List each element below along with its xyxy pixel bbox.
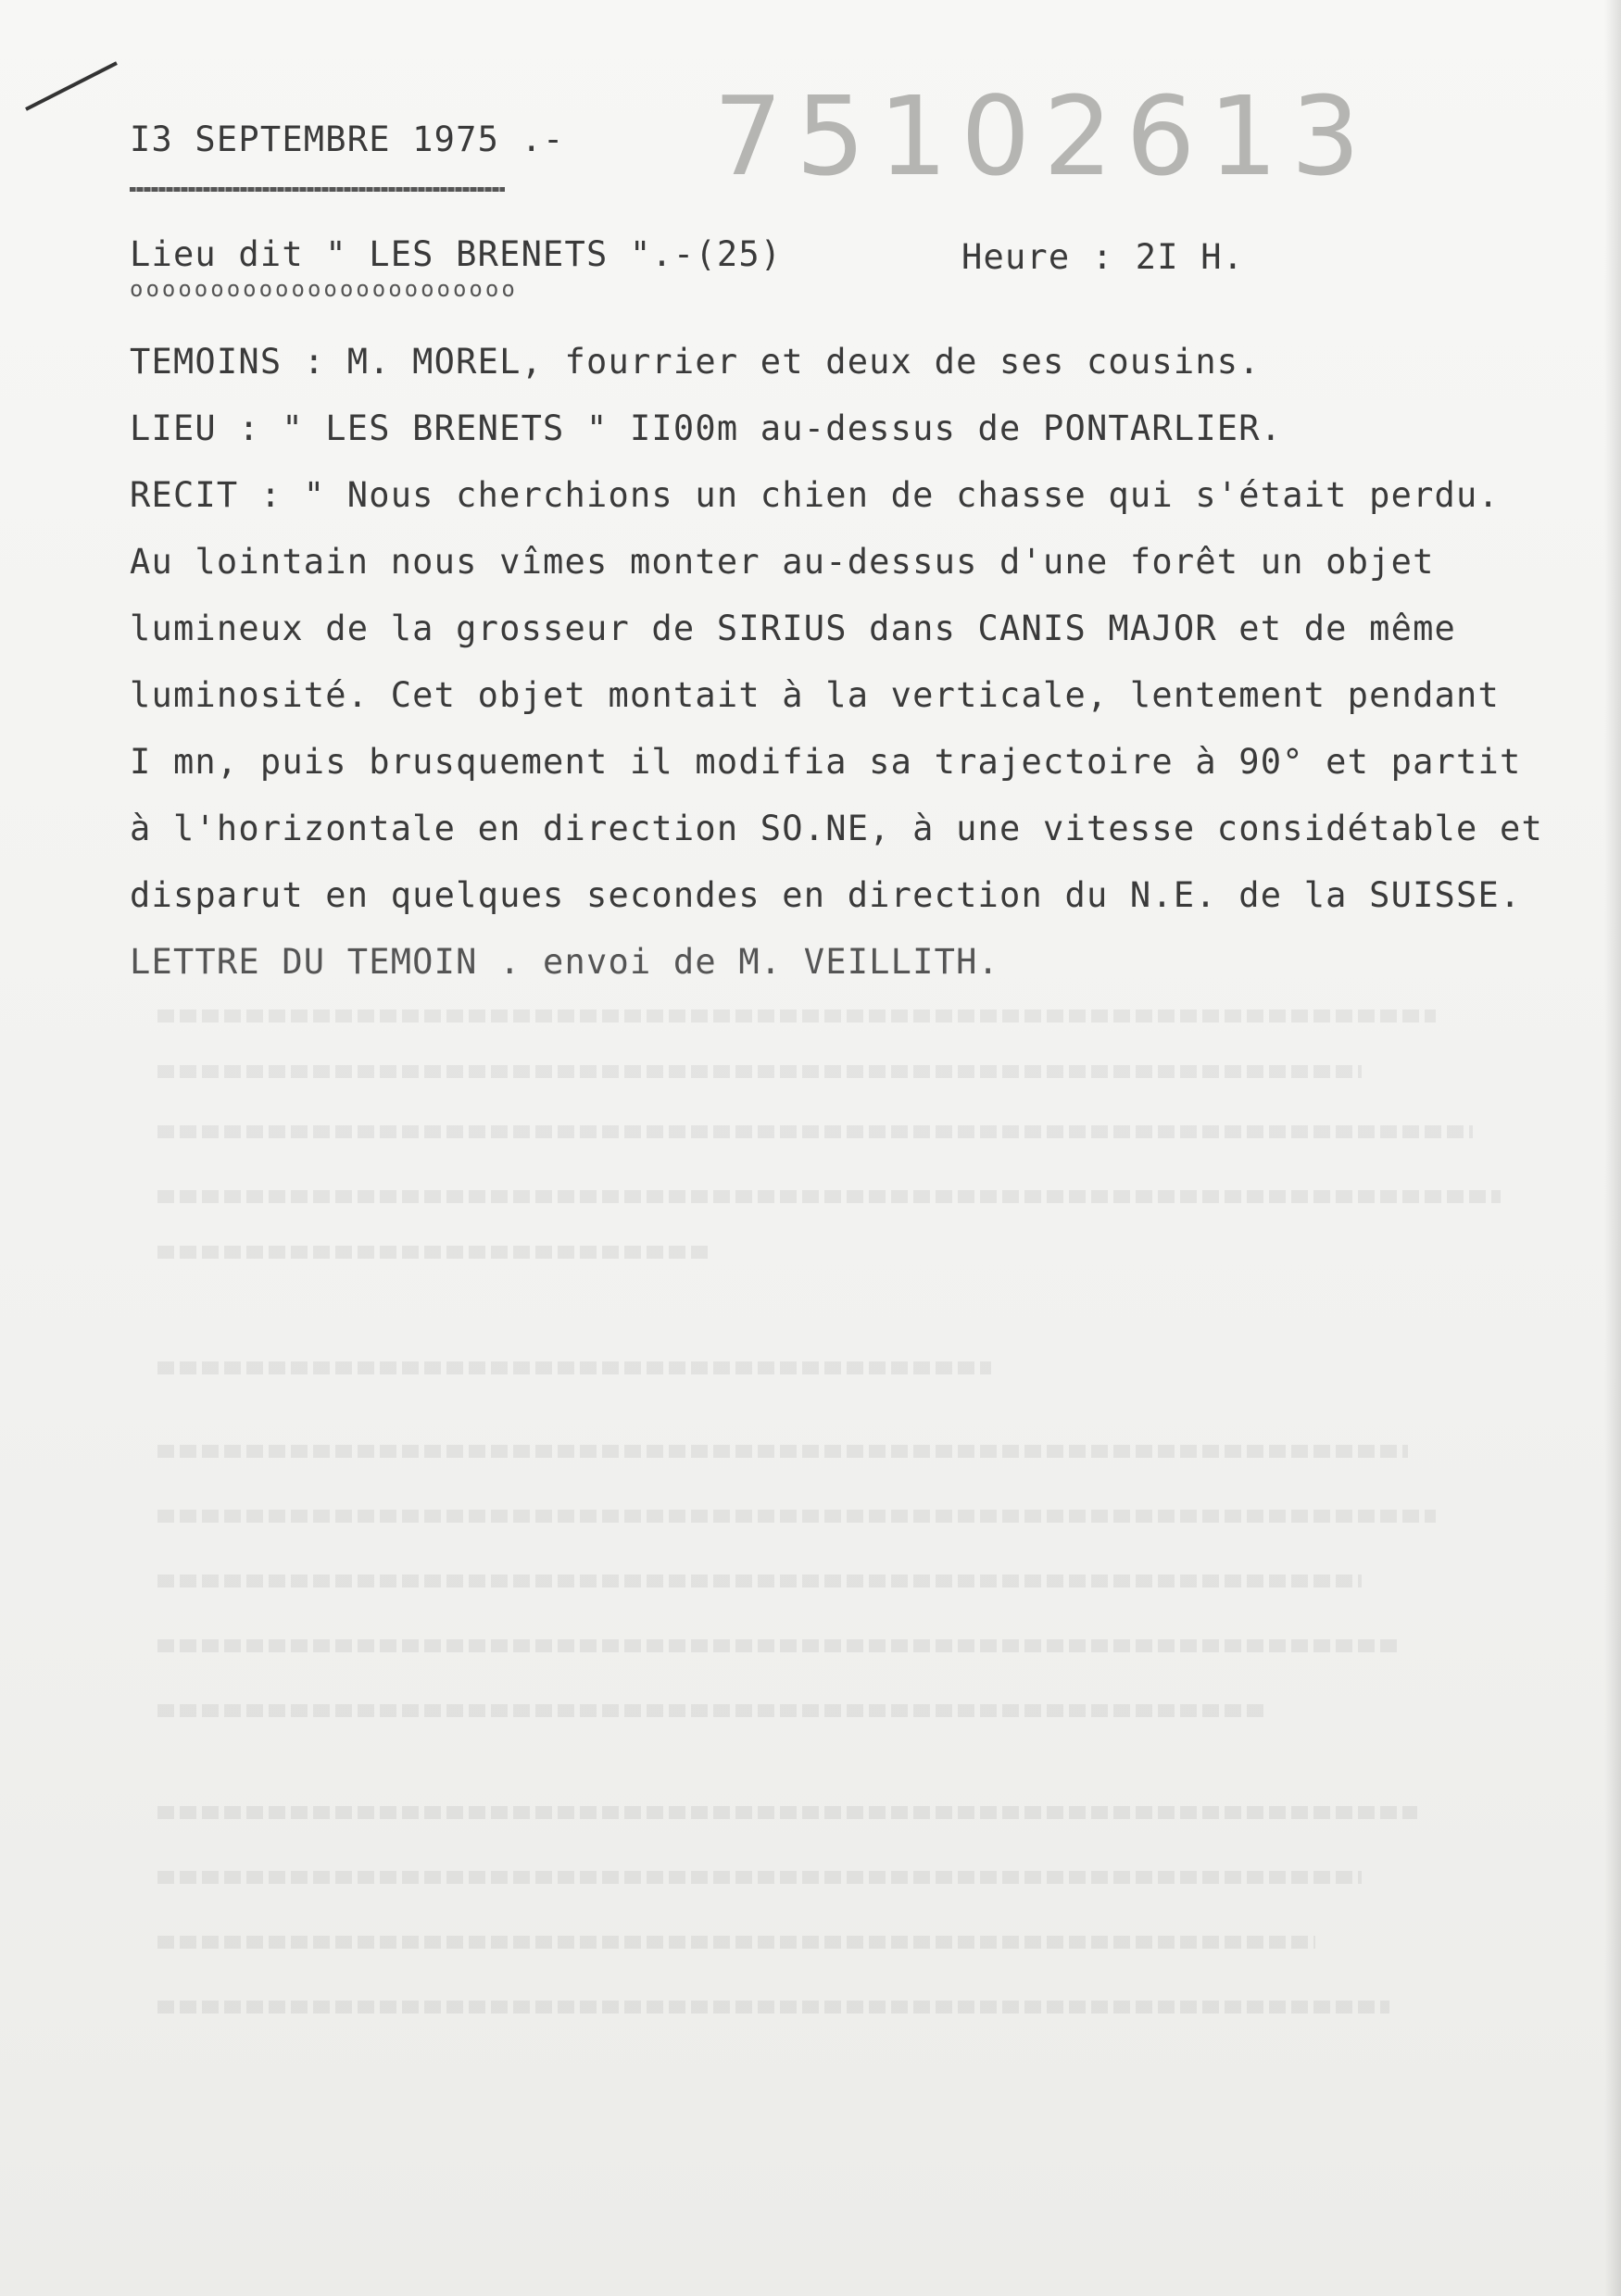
body-line: LETTRE DU TEMOIN . envoi de M. VEILLITH. (130, 942, 1000, 982)
show-through-line (157, 1190, 1501, 1203)
show-through-line (157, 1246, 713, 1259)
show-through-line (157, 1445, 1408, 1458)
show-through-line (157, 1806, 1417, 1819)
show-through-line (157, 1704, 1269, 1717)
circle-divider: oooooooooooooooooooooooo (130, 276, 518, 302)
show-through-line (157, 1361, 991, 1374)
show-through-line (157, 1936, 1315, 1949)
body-line: luminosité. Cet objet montait à la verticale, lentement pendant (130, 675, 1500, 715)
show-through-line (157, 1065, 1362, 1078)
show-through-line (157, 1639, 1399, 1652)
body-line: LIEU : " LES BRENETS " II00m au-dessus de PONTARLIER. (130, 408, 1283, 448)
date-underline (130, 187, 505, 192)
show-through-line (157, 1125, 1473, 1138)
body-line: à l'horizontale en direction SO.NE, à une vitesse considétable et (130, 809, 1543, 848)
show-through-line (157, 1010, 1436, 1023)
report-hour: Heure : 2I H. (961, 237, 1245, 277)
body-line: lumineux de la grosseur de SIRIUS dans CANIS MAJOR et de même (130, 609, 1457, 648)
page-edge-shadow (1604, 0, 1621, 2296)
body-line: disparut en quelques secondes en direction du N.E. de la SUISSE. (130, 875, 1522, 915)
body-line: Au lointain nous vîmes monter au-dessus d'une forêt un objet (130, 542, 1435, 582)
report-date: I3 SEPTEMBRE 1975 .- (130, 119, 565, 159)
body-line: I mn, puis brusquement il modifia sa trajectoire à 90° et partit (130, 742, 1522, 782)
location-line: Lieu dit " LES BRENETS ".-(25) (130, 234, 783, 274)
body-line: RECIT : " Nous cherchions un chien de chasse qui s'était perdu. (130, 475, 1500, 515)
show-through-line (157, 1871, 1362, 1884)
show-through-line (157, 1510, 1436, 1523)
show-through-line (157, 2001, 1389, 2014)
reference-stamp: 75102613 (713, 72, 1374, 200)
body-line: TEMOINS : M. MOREL, fourrier et deux de ses cousins. (130, 342, 1261, 382)
show-through-line (157, 1575, 1362, 1587)
